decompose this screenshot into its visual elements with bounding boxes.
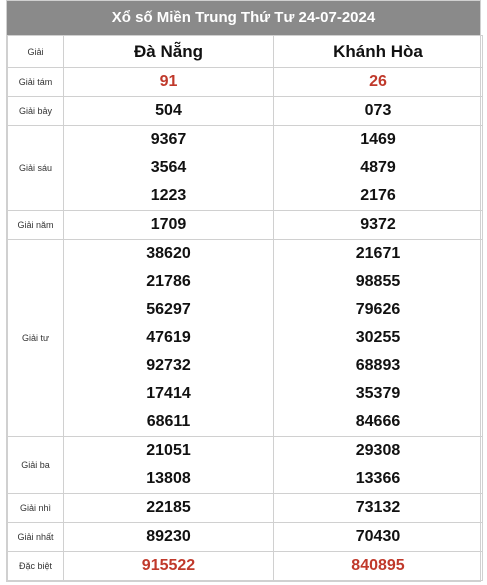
prize-row xyxy=(8,126,483,211)
winning-number: 073 xyxy=(364,102,392,119)
khanh-hoa-numbers xyxy=(274,437,483,494)
prize-row xyxy=(8,437,483,494)
khanh-hoa-numbers xyxy=(274,97,483,126)
winning-number: 9367 xyxy=(150,131,187,148)
prize-label: Giải nhì xyxy=(8,494,64,523)
prize-column-header: Giải xyxy=(8,36,64,68)
winning-number: 17414 xyxy=(146,385,191,402)
khanh-hoa-numbers xyxy=(274,494,483,523)
winning-number: 915522 xyxy=(141,557,196,574)
winning-number: 13366 xyxy=(355,470,401,487)
winning-number: 9372 xyxy=(360,216,396,233)
winning-number: 30255 xyxy=(355,329,401,346)
results-title: Xổ số Miền Trung Thứ Tư 24-07-2024 xyxy=(7,1,480,35)
winning-number: 56297 xyxy=(146,301,191,318)
khanh-hoa-numbers xyxy=(274,240,483,437)
prize-label: Giải tám xyxy=(8,68,64,97)
prize-label: Giải năm xyxy=(8,211,64,240)
results-table xyxy=(7,35,483,581)
da-nang-numbers xyxy=(64,437,274,494)
da-nang-numbers xyxy=(64,97,274,126)
prize-label: Giải sáu xyxy=(8,126,64,211)
winning-number: 68611 xyxy=(146,413,191,430)
winning-number: 21671 xyxy=(355,245,401,262)
header-row xyxy=(8,36,483,68)
prize-row xyxy=(8,494,483,523)
winning-number: 1223 xyxy=(150,187,187,204)
khanh-hoa-numbers xyxy=(274,523,483,552)
winning-number: 68893 xyxy=(355,357,401,374)
prize-row xyxy=(8,68,483,97)
prize-label: Giải tư xyxy=(8,240,64,437)
da-nang-numbers xyxy=(64,523,274,552)
prize-row xyxy=(8,97,483,126)
winning-number: 3564 xyxy=(150,159,187,176)
winning-number: 91 xyxy=(159,73,178,90)
winning-number: 22185 xyxy=(146,499,191,516)
winning-number: 35379 xyxy=(355,385,401,402)
prize-label: Giải bảy xyxy=(8,97,64,126)
khanh-hoa-numbers xyxy=(274,68,483,97)
winning-number: 21051 xyxy=(146,442,191,459)
winning-number: 504 xyxy=(155,102,182,119)
province-da-nang-header[interactable]: Đà Nẵng xyxy=(64,36,274,68)
province-khanh-hoa-header[interactable]: Khánh Hòa xyxy=(274,36,483,68)
winning-number: 79626 xyxy=(355,301,401,318)
winning-number: 98855 xyxy=(355,273,401,290)
winning-number: 73132 xyxy=(355,499,401,516)
winning-number: 13808 xyxy=(146,470,191,487)
khanh-hoa-numbers xyxy=(274,126,483,211)
winning-number: 2176 xyxy=(360,187,396,204)
prize-label: Đặc biệt xyxy=(8,552,64,581)
winning-number: 70430 xyxy=(355,528,401,545)
winning-number: 1469 xyxy=(360,131,396,148)
prize-row xyxy=(8,523,483,552)
winning-number: 47619 xyxy=(146,329,191,346)
prize-row xyxy=(8,240,483,437)
lottery-results-panel xyxy=(6,0,481,582)
winning-number: 29308 xyxy=(355,442,401,459)
da-nang-numbers xyxy=(64,552,274,581)
winning-number: 26 xyxy=(369,73,387,90)
winning-number: 840895 xyxy=(351,557,405,574)
da-nang-numbers xyxy=(64,126,274,211)
prize-row xyxy=(8,211,483,240)
khanh-hoa-numbers xyxy=(274,552,483,581)
winning-number: 21786 xyxy=(146,273,191,290)
prize-label: Giải nhất xyxy=(8,523,64,552)
khanh-hoa-numbers xyxy=(274,211,483,240)
prize-row xyxy=(8,552,483,581)
prize-label: Giải ba xyxy=(8,437,64,494)
winning-number: 89230 xyxy=(146,528,191,545)
winning-number: 38620 xyxy=(146,245,191,262)
da-nang-numbers xyxy=(64,494,274,523)
da-nang-numbers xyxy=(64,240,274,437)
da-nang-numbers xyxy=(64,68,274,97)
da-nang-numbers xyxy=(64,211,274,240)
winning-number: 4879 xyxy=(360,159,396,176)
winning-number: 92732 xyxy=(146,357,191,374)
winning-number: 84666 xyxy=(355,413,401,430)
winning-number: 1709 xyxy=(150,216,187,233)
